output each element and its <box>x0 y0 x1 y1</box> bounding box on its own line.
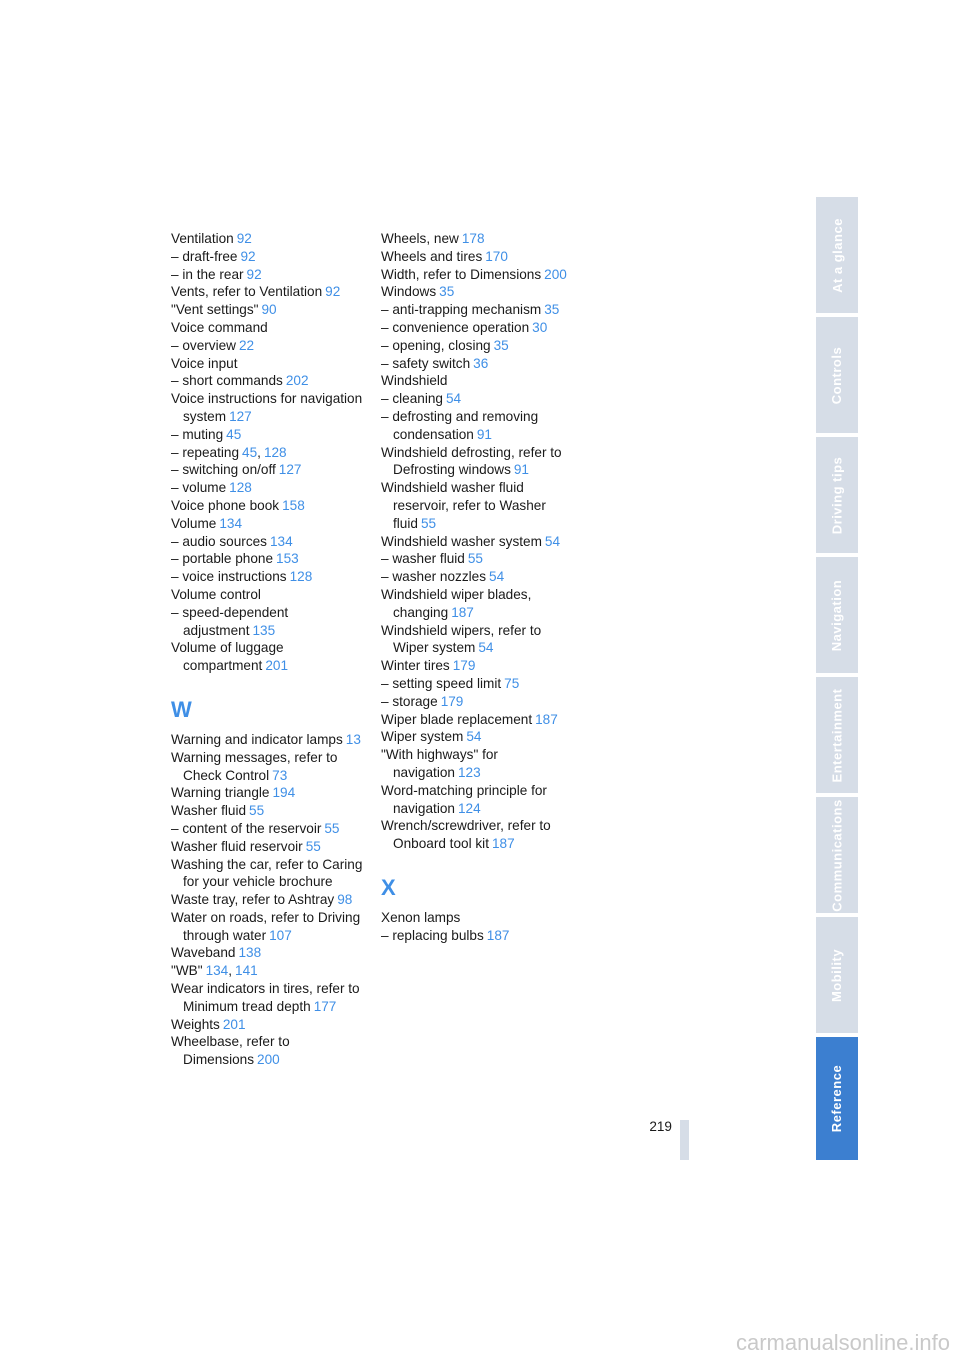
page-ref-link[interactable]: 134 <box>205 963 229 979</box>
index-term: Washer fluid reservoir <box>171 838 303 854</box>
index-entry <box>171 820 367 838</box>
index-entry <box>381 248 577 266</box>
index-entry <box>381 533 577 551</box>
index-term: – setting speed limit <box>381 675 502 691</box>
index-term: Wiper blade replacement <box>381 711 533 727</box>
index-term: Warning messages, refer to Check Control <box>171 749 338 783</box>
index-term: Windshield wipers, refer to Wiper system <box>381 622 542 656</box>
index-term: – repeating <box>171 444 240 460</box>
index-term: Wheels and tires <box>381 248 483 264</box>
page-ref-link[interactable]: 179 <box>452 658 476 674</box>
page-ref-link[interactable]: 128 <box>229 480 252 496</box>
index-entry <box>381 657 577 675</box>
tab-mobility[interactable] <box>816 917 858 1033</box>
page-ref-link[interactable]: 202 <box>285 373 309 389</box>
index-entry <box>171 909 367 945</box>
page-ref-link[interactable]: 55 <box>249 803 265 819</box>
index-entry <box>171 568 367 586</box>
index-entry <box>381 568 577 586</box>
tab-label: Driving tips <box>829 456 845 534</box>
page-ref-link[interactable]: 91 <box>513 462 529 478</box>
index-term: Wiper system <box>381 729 464 745</box>
page-ref-link[interactable]: 201 <box>265 658 289 674</box>
tab-label: Entertainment <box>829 688 845 782</box>
page-ref-link[interactable]: 92 <box>240 248 256 264</box>
page-ref-link[interactable]: 194 <box>272 785 296 801</box>
page-ref-link[interactable]: 55 <box>420 515 437 531</box>
index-term: Winter tires <box>381 658 450 674</box>
page-ref-link[interactable]: 92 <box>236 231 252 246</box>
index-term: Wear indicators in tires, refer to Minimum tread depth <box>171 981 360 1014</box>
page-ref-link[interactable]: 153 <box>276 551 299 567</box>
page-number-bar <box>680 1120 689 1160</box>
index-entry <box>171 749 367 785</box>
index-term: "WB" <box>171 963 203 979</box>
index-term: – portable phone <box>171 551 274 567</box>
index-entry <box>381 622 577 658</box>
index-entry <box>171 838 367 856</box>
tab-reference[interactable] <box>816 1037 858 1160</box>
index-entry <box>171 639 367 675</box>
tab-communications[interactable] <box>816 797 858 913</box>
page-ref-link[interactable]: 127 <box>229 408 252 424</box>
index-term: – convenience operation <box>381 319 530 335</box>
index-term: – overview <box>171 337 236 353</box>
page-ref-link[interactable]: 35 <box>544 302 560 318</box>
chapter-tabs <box>816 197 858 1160</box>
index-term: Xenon lamps <box>381 909 461 925</box>
index-term: Warning triangle <box>171 785 270 801</box>
index-term: Windows <box>381 284 437 300</box>
index-entry <box>171 266 367 284</box>
index-term: Water on roads, refer to Driving through water <box>171 909 361 943</box>
index-entry <box>171 230 367 248</box>
index-term: Voice input <box>171 355 238 371</box>
index-term: – replacing bulbs <box>381 927 484 943</box>
index-entry <box>171 731 367 749</box>
page-ref-link[interactable]: 30 <box>532 319 548 335</box>
index-term: Windshield wiper blades, changing <box>381 586 532 620</box>
index-column-left <box>171 230 367 1069</box>
tab-entertainment[interactable] <box>816 677 858 793</box>
index-entry <box>171 283 367 301</box>
index-term: – voice instructions <box>171 569 287 585</box>
index-entry <box>381 479 577 532</box>
page-ref-link[interactable]: 54 <box>466 729 482 745</box>
page-ref-link[interactable]: 201 <box>222 1016 246 1032</box>
index-entry <box>171 962 367 980</box>
index-column-right <box>381 230 577 944</box>
page-ref-link[interactable]: 92 <box>246 266 262 282</box>
index-term: Windshield defrosting, refer to Defrosting windows <box>381 444 562 478</box>
index-entry <box>381 550 577 568</box>
index-entry <box>171 1033 367 1069</box>
index-entry <box>171 390 367 426</box>
page-ref-separator: , <box>257 444 261 460</box>
index-term: Windshield <box>381 373 448 389</box>
index-term: Washing the car, refer to Caring for your vehicle brochure <box>171 856 363 890</box>
page-ref-link[interactable]: 90 <box>261 302 277 318</box>
index-term: – speed-dependent adjustment <box>171 604 289 638</box>
index-entry <box>171 355 367 373</box>
page-ref-link[interactable]: 55 <box>305 838 321 854</box>
index-term: Voice phone book <box>171 497 280 513</box>
page-ref-link[interactable]: 135 <box>252 622 276 638</box>
tab-navigation[interactable] <box>816 557 858 673</box>
index-entry <box>381 408 577 444</box>
index-term: Waste tray, refer to Ashtray <box>171 892 335 908</box>
page-ref-link[interactable]: 124 <box>457 800 481 816</box>
page-ref-link[interactable]: 73 <box>272 767 288 783</box>
index-term: Vents, refer to Ventilation <box>171 284 323 300</box>
index-entry <box>381 675 577 693</box>
watermark: carmanualsonline.info <box>735 1330 950 1355</box>
page-ref-link[interactable]: 45 <box>226 426 242 442</box>
page-ref-link[interactable]: 13 <box>345 731 361 747</box>
index-term: – washer fluid <box>381 551 465 567</box>
index-entry <box>381 337 577 355</box>
page-ref-link[interactable]: 55 <box>324 820 340 836</box>
page-ref-link[interactable]: 177 <box>313 998 337 1014</box>
tab-at-a-glance[interactable] <box>816 197 858 313</box>
page-ref-link[interactable]: 123 <box>457 764 481 780</box>
page-ref-link[interactable]: 187 <box>451 604 474 620</box>
index-term: Waveband <box>171 945 236 961</box>
index-term: Ventilation <box>171 231 234 246</box>
page-ref-link[interactable]: 128 <box>289 569 313 585</box>
index-term: Windshield washer system <box>381 533 542 549</box>
page-ref-link[interactable]: 200 <box>257 1052 280 1068</box>
index-entry <box>171 550 367 568</box>
index-entry <box>171 586 367 604</box>
index-entry <box>171 856 367 892</box>
index-term: – safety switch <box>381 355 471 371</box>
page-ref-link[interactable]: 54 <box>489 569 505 585</box>
index-entry <box>171 248 367 266</box>
page-ref-link[interactable]: 35 <box>439 284 455 300</box>
index-term: – volume <box>171 480 227 496</box>
index-term: – storage <box>381 693 438 709</box>
page-ref-link[interactable]: 187 <box>535 711 558 727</box>
index-term: – washer nozzles <box>381 569 487 585</box>
index-term: Width, refer to Dimensions <box>381 266 542 282</box>
index-term: Wheels, new <box>381 231 459 246</box>
page-ref-link[interactable]: 141 <box>235 963 258 979</box>
tab-driving-tips[interactable] <box>816 437 858 553</box>
index-term: Weights <box>171 1016 220 1032</box>
index-entry <box>381 230 577 248</box>
index-entry <box>381 372 577 390</box>
page-ref-link[interactable]: 200 <box>544 266 567 282</box>
index-entry <box>381 355 577 373</box>
index-entry <box>171 372 367 390</box>
index-term: – anti-trapping mechanism <box>381 302 542 318</box>
page-ref-link[interactable]: 92 <box>325 284 341 300</box>
page-ref-link[interactable]: 91 <box>476 426 492 442</box>
index-entry <box>381 301 577 319</box>
index-term: Voice instructions for navigation system <box>171 391 363 424</box>
index-entry <box>171 802 367 820</box>
page-ref-link[interactable]: 54 <box>478 640 494 656</box>
index-entry <box>171 426 367 444</box>
index-entry <box>171 497 367 515</box>
index-term: – opening, closing <box>381 337 491 353</box>
page-ref-link[interactable]: 178 <box>461 231 485 246</box>
page-ref-link[interactable]: 134 <box>269 533 293 549</box>
tab-label: Navigation <box>829 579 845 651</box>
index-entry <box>381 711 577 729</box>
index-term: Washer fluid <box>171 803 247 819</box>
page-ref-link[interactable]: 170 <box>485 248 508 264</box>
page-ref-link[interactable]: 55 <box>467 551 483 567</box>
index-term: Volume of luggage compartment <box>171 640 284 674</box>
index-term: – muting <box>171 426 224 442</box>
page-ref-link[interactable]: 187 <box>491 836 515 852</box>
index-entry <box>381 782 577 818</box>
tab-controls[interactable] <box>816 317 858 433</box>
page-ref-link[interactable]: 179 <box>440 693 464 709</box>
index-term: Word-matching principle for navigation <box>381 782 547 816</box>
index-entry <box>171 533 367 551</box>
page-ref-link[interactable]: 35 <box>493 337 509 353</box>
index-entry <box>171 891 367 909</box>
page-ref-link[interactable]: 127 <box>278 462 302 478</box>
page-ref-separator: , <box>228 963 233 979</box>
index-term: Wheelbase, refer to Dimensions <box>171 1034 290 1068</box>
index-entry <box>171 944 367 962</box>
index-entry <box>381 817 577 853</box>
page-ref-link[interactable]: 187 <box>486 927 510 943</box>
page-ref-link[interactable]: 54 <box>445 391 462 407</box>
index-entry <box>171 319 367 337</box>
page-ref-link[interactable]: 36 <box>473 355 489 371</box>
index-term: – short commands <box>171 373 283 389</box>
index-entry <box>381 390 577 408</box>
index-term: Voice command <box>171 319 268 335</box>
index-term: – switching on/off <box>171 462 276 478</box>
index-term: Warning and indicator lamps <box>171 731 343 747</box>
index-entry <box>381 909 577 927</box>
index-term: – defrosting and removing condensation <box>381 408 539 442</box>
tab-label: At a glance <box>829 217 845 293</box>
page-ref-link[interactable]: 98 <box>337 892 353 908</box>
index-term: – content of the reservoir <box>171 820 322 836</box>
index-letter-heading: W <box>171 696 192 722</box>
page-ref-link[interactable]: 45 <box>242 444 258 460</box>
index-entry <box>381 444 577 480</box>
index-entry <box>171 337 367 355</box>
tab-label: Communications <box>829 798 845 912</box>
index-term: Wrench/screwdriver, refer to Onboard tool kit <box>381 818 551 852</box>
index-entry <box>171 461 367 479</box>
page-ref-link[interactable]: 107 <box>269 927 292 943</box>
index-term: Volume control <box>171 586 261 602</box>
index-letter-heading: X <box>381 874 396 900</box>
index-term: Windshield washer fluid reservoir, refer to Washer fluid <box>381 480 546 531</box>
page-ref-link[interactable]: 138 <box>238 945 262 961</box>
index-entry <box>381 728 577 746</box>
index-term: – audio sources <box>171 533 267 549</box>
index-entry <box>381 693 577 711</box>
index-entry <box>171 1016 367 1034</box>
index-term: – cleaning <box>381 391 443 407</box>
tab-label: Controls <box>829 346 845 404</box>
index-entry <box>171 980 367 1016</box>
index-term: Volume <box>171 515 217 531</box>
index-entry <box>381 283 577 301</box>
page-ref-link[interactable]: 75 <box>504 675 520 691</box>
index-entry <box>381 927 577 945</box>
index-entry <box>381 319 577 337</box>
index-entry <box>171 784 367 802</box>
tab-label: Reference <box>829 1064 845 1133</box>
index-entry <box>171 444 367 462</box>
index-entry <box>171 479 367 497</box>
index-term: "With highways" for navigation <box>381 747 498 780</box>
index-entry <box>171 604 367 640</box>
page-ref-link[interactable]: 134 <box>219 515 243 531</box>
index-entry <box>381 266 577 284</box>
page-ref-link[interactable]: 54 <box>544 533 561 549</box>
index-term: – in the rear <box>171 266 244 282</box>
index-term: – draft-free <box>171 248 238 264</box>
page-ref-link[interactable]: 158 <box>282 497 305 513</box>
tab-label: Mobility <box>829 948 845 1002</box>
page-number: 219 <box>649 1119 672 1134</box>
page-ref-link[interactable]: 128 <box>263 444 287 460</box>
index-entry <box>171 515 367 533</box>
index-entry <box>171 301 367 319</box>
index-entry <box>381 746 577 782</box>
index-entry <box>381 586 577 622</box>
index-term: "Vent settings" <box>171 302 259 318</box>
page-ref-link[interactable]: 22 <box>238 337 255 353</box>
